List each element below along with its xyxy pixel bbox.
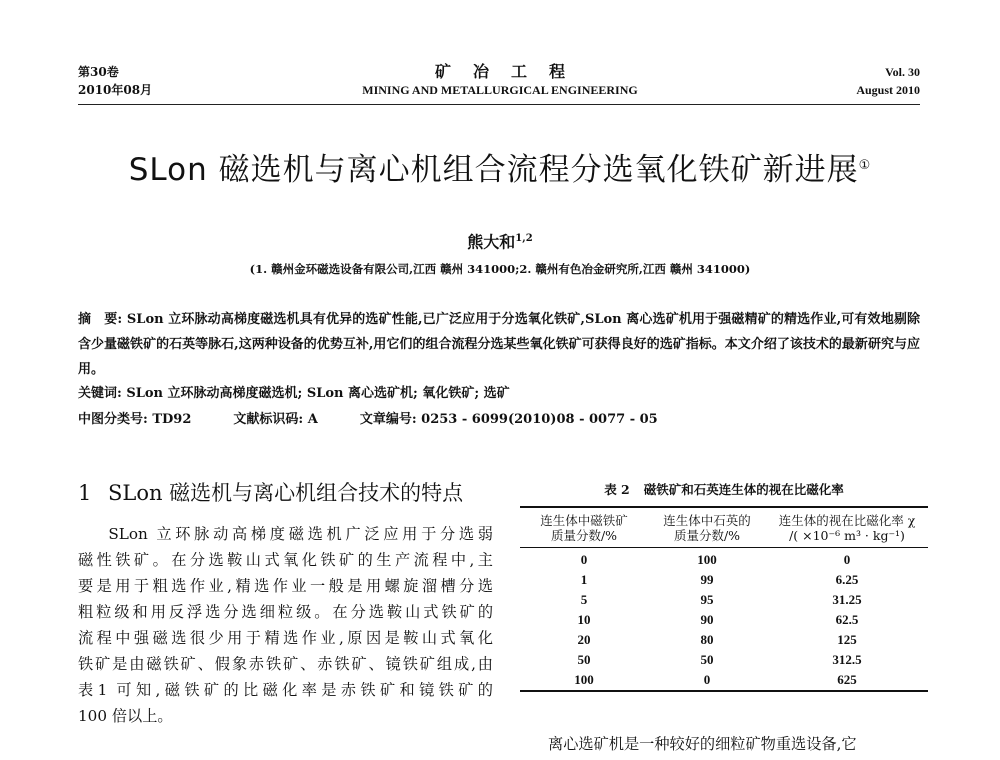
column-header-susceptibility: 连生体的视在比磁化率 χ /( ×10⁻⁶ m³ · kg⁻¹): [778, 513, 916, 543]
paper-title: [60, 150, 940, 190]
affiliations: (1. 赣州金环磁选设备有限公司,江西 赣州 341000;2. 赣州有色冶金研究所,江西 赣州 341000): [249, 262, 751, 276]
abstract-text: SLon 立环脉动高梯度磁选机具有优异的选矿性能,已广泛应用于分选氧化铁矿,SLon 离心选矿机用于强磁精矿的精选作业,可有效地剔除含少量磁铁矿的石英等脉石,这两种设备的优势互补,用它们的组合流程分选某些氧化铁矿可获得良好的选矿指标。本文介绍了该技术的最新研究与应用。: [78, 312, 920, 377]
abstract-label: 摘 要:: [78, 312, 123, 327]
table-header-row: [520, 507, 928, 548]
title-text: SLon 磁选机与离心机组合流程分选氧化铁矿新进展: [128, 152, 859, 188]
table-row: 20 80 125: [577, 632, 857, 647]
table-row: 0 100 0: [580, 552, 851, 567]
body-line: 铁矿是由磁铁矿、假象赤铁矿、赤铁矿、镜铁矿组成,由: [78, 655, 493, 673]
body-line: 流程中强磁选很少用于精选作业,原因是鞍山式氧化: [78, 629, 493, 647]
table-caption-text: 磁铁矿和石英连生体的视在比磁化率: [643, 482, 844, 497]
running-header-center: [300, 62, 700, 98]
table-row: 5 95 31.25: [580, 592, 862, 607]
journal-name-cn: 矿冶工程: [434, 62, 587, 81]
clc-value: TD92: [147, 412, 192, 427]
table-number: 表 2: [604, 482, 630, 497]
table-row: 10 90 62.5: [577, 612, 859, 627]
author-affil-marks: 1,2: [515, 233, 533, 244]
date-cn: 2010年08月: [78, 83, 153, 97]
data-table: [520, 506, 928, 692]
clc-label: 中图分类号:: [78, 412, 148, 427]
section-title: SLon 磁选机与离心机组合技术的特点: [108, 481, 464, 505]
body-left-column: [78, 521, 493, 729]
body-line: 表1 可知,磁铁矿的比磁化率是赤铁矿和镜铁矿的: [78, 681, 493, 699]
article-no-value: 0253 - 6099(2010)08 - 0077 - 05: [416, 412, 658, 427]
title-footnote-mark: ①: [858, 158, 872, 173]
running-header-right: [856, 63, 920, 99]
body-line: 100 倍以上。: [78, 707, 173, 725]
keywords: [78, 384, 920, 404]
doc-code-label: 文献标识码:: [233, 412, 304, 427]
body-line: 要是用于粗选作业,精选作业一般是用螺旋溜槽分选: [78, 577, 493, 595]
volume-en: Vol. 30: [885, 65, 920, 79]
table-row: 100 0 625: [520, 670, 928, 691]
keywords-text: SLon 立环脉动高梯度磁选机; SLon 离心选矿机; 氧化铁矿; 选矿: [121, 386, 510, 401]
doc-code-value: A: [303, 412, 318, 427]
body-line: 磁性铁矿。在分选鞍山式氧化铁矿的生产流程中,主: [78, 551, 493, 569]
column-header-quartz: 连生体中石英的 质量分数/%: [663, 513, 751, 543]
article-no-label: 文章编号:: [359, 412, 417, 427]
abstract: [78, 307, 920, 382]
header-rule: [78, 104, 920, 105]
table-row: 50 50 312.5: [577, 652, 862, 667]
body-line: 粗粒级和用反浮选分选细粒级。在分选鞍山式铁矿的: [78, 603, 493, 621]
section-number: 1: [78, 481, 92, 505]
body-line: SLon 立环脉动高梯度磁选机广泛应用于分选弱: [108, 525, 493, 543]
author-name: 熊大和: [467, 232, 516, 252]
running-header-left: [78, 63, 152, 99]
journal-name-en: MINING AND METALLURGICAL ENGINEERING: [362, 83, 638, 97]
author-line: [60, 228, 940, 253]
body-right-column: 离心选矿机是一种较好的细粒矿物重选设备,它: [548, 735, 857, 753]
volume-cn: 第30卷: [78, 65, 119, 79]
table-caption: [520, 481, 928, 499]
column-header-magnetite: 连生体中磁铁矿 质量分数/%: [540, 513, 628, 543]
classification-line: [78, 410, 920, 430]
keywords-label: 关键词:: [78, 386, 122, 401]
section-heading: [78, 478, 463, 508]
date-en: August 2010: [856, 83, 920, 97]
table-row: 1 99 6.25: [580, 572, 859, 587]
